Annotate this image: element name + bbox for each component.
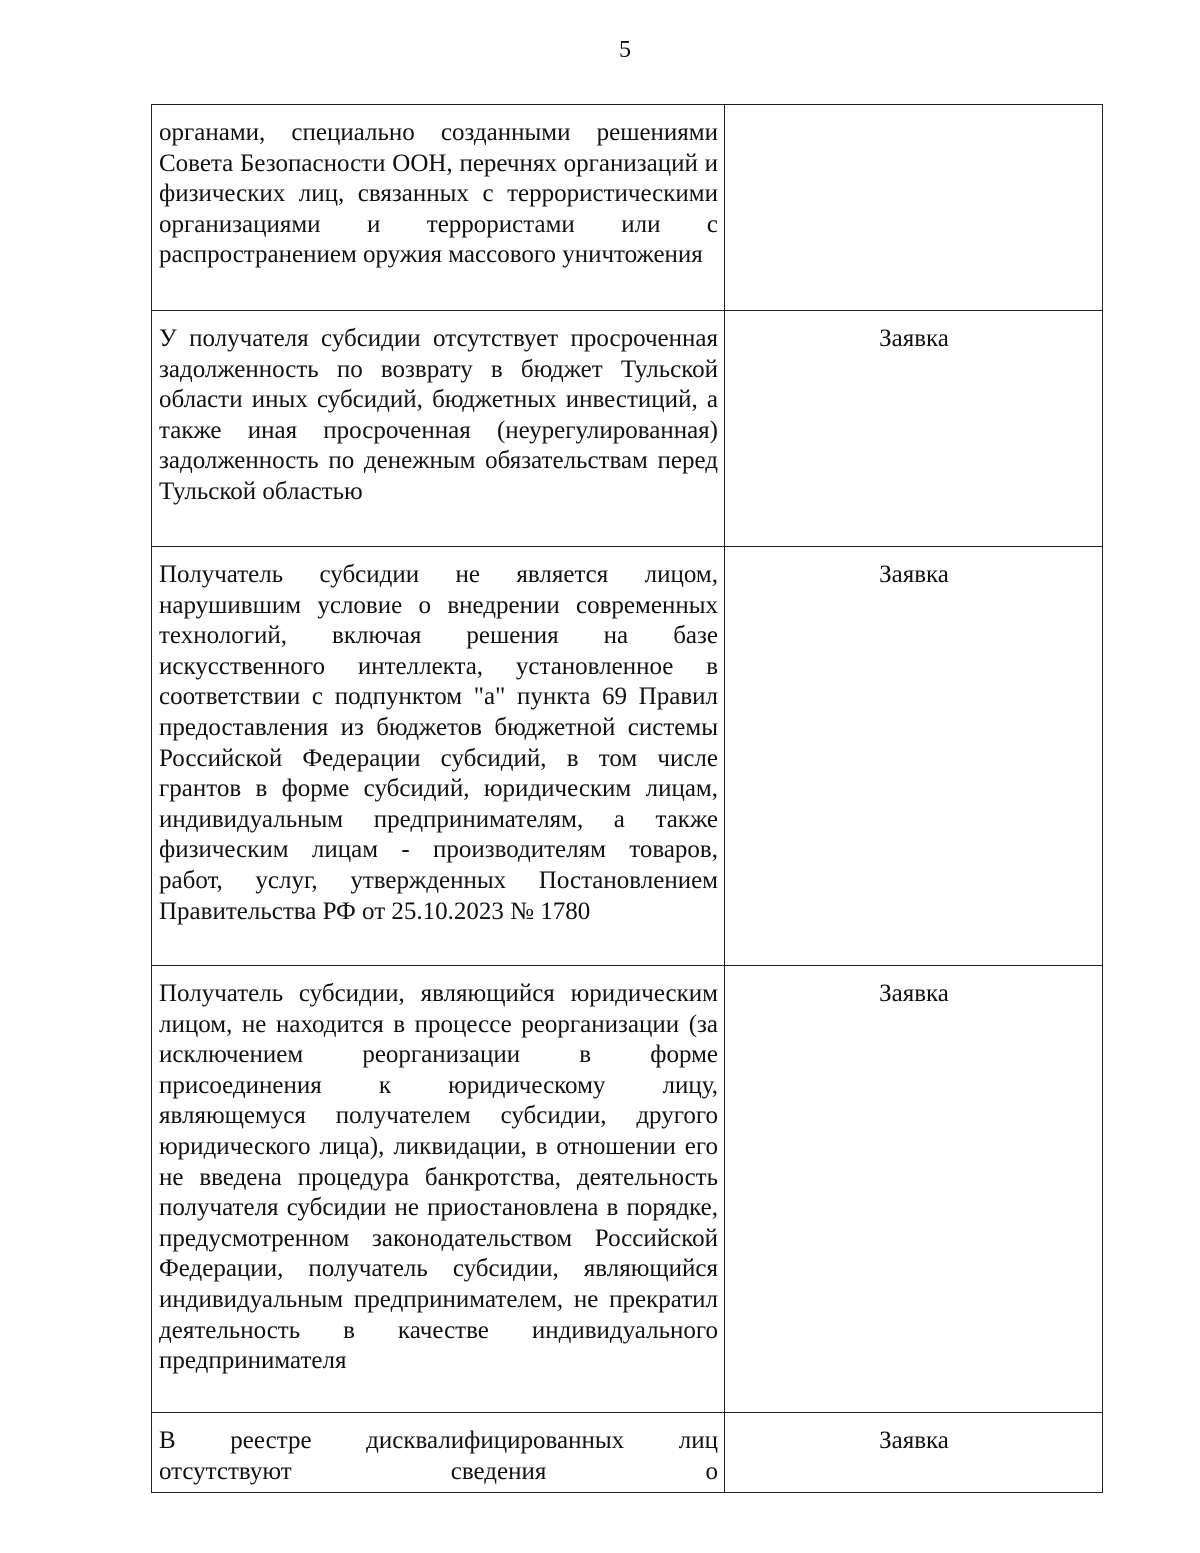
- document-cell: Заявка: [725, 1413, 1103, 1493]
- table-row: [152, 1413, 1103, 1493]
- condition-line: отсутствуют сведения о: [159, 1457, 718, 1485]
- document-cell: Заявка: [725, 966, 1103, 1413]
- page-number: 5: [619, 37, 631, 63]
- document-cell: Заявка: [725, 311, 1103, 547]
- document-cell: Заявка: [725, 547, 1103, 966]
- condition-cell: [152, 1413, 725, 1493]
- condition-cell: У получателя субсидии отсутствует просроченная задолженность по возврату в бюджет Тульской области иных субсидий, бюджетных инвестиций, а также иная просроченная (неурегулированная) задолженность по денежным обязательствам перед Тульской областью: [152, 311, 725, 547]
- condition-line: В реестре дисквалифицированных лиц: [159, 1427, 718, 1454]
- table-row: [152, 547, 1103, 966]
- table-row: [152, 105, 1103, 311]
- condition-cell: органами, специально созданными решениями Совета Безопасности ООН, перечнях организаций и физических лиц, связанных с террористическими организациями и террористами или с распространением оружия массового уничтожения: [152, 105, 725, 311]
- condition-cell: Получатель субсидии не является лицом, нарушившим условие о внедрении современных технологий, включая решения на базе искусственного интеллекта, установленное в соответствии с подпунктом "а" пункта 69 Правил предоставления из бюджетов бюджетной системы Российской Федерации субсидий, в том числе грантов в форме субсидий, юридическим лицам, индивидуальным предпринимателям, а также физическим лицам - производителям товаров, работ, услуг, утвержденных Постановлением Правительства РФ от 25.10.2023 № 1780: [152, 547, 725, 966]
- condition-cell: Получатель субсидии, являющийся юридическим лицом, не находится в процессе реорганизации (за исключением реорганизации в форме присоединения к юридическому лицу, являющемуся получателем субсидии, другого юридического лица), ликвидации, в отношении его не введена процедура банкротства, деятельность получателя субсидии не приостановлена в порядке, предусмотренном законодательством Российской Федерации, получатель субсидии, являющийся индивидуальным предпринимателем, не прекратил деятельность в качестве индивидуального предпринимателя: [152, 966, 725, 1413]
- requirements-table: [151, 104, 1103, 1493]
- document-cell: [725, 105, 1103, 311]
- table-row: [152, 966, 1103, 1413]
- table-row: [152, 311, 1103, 547]
